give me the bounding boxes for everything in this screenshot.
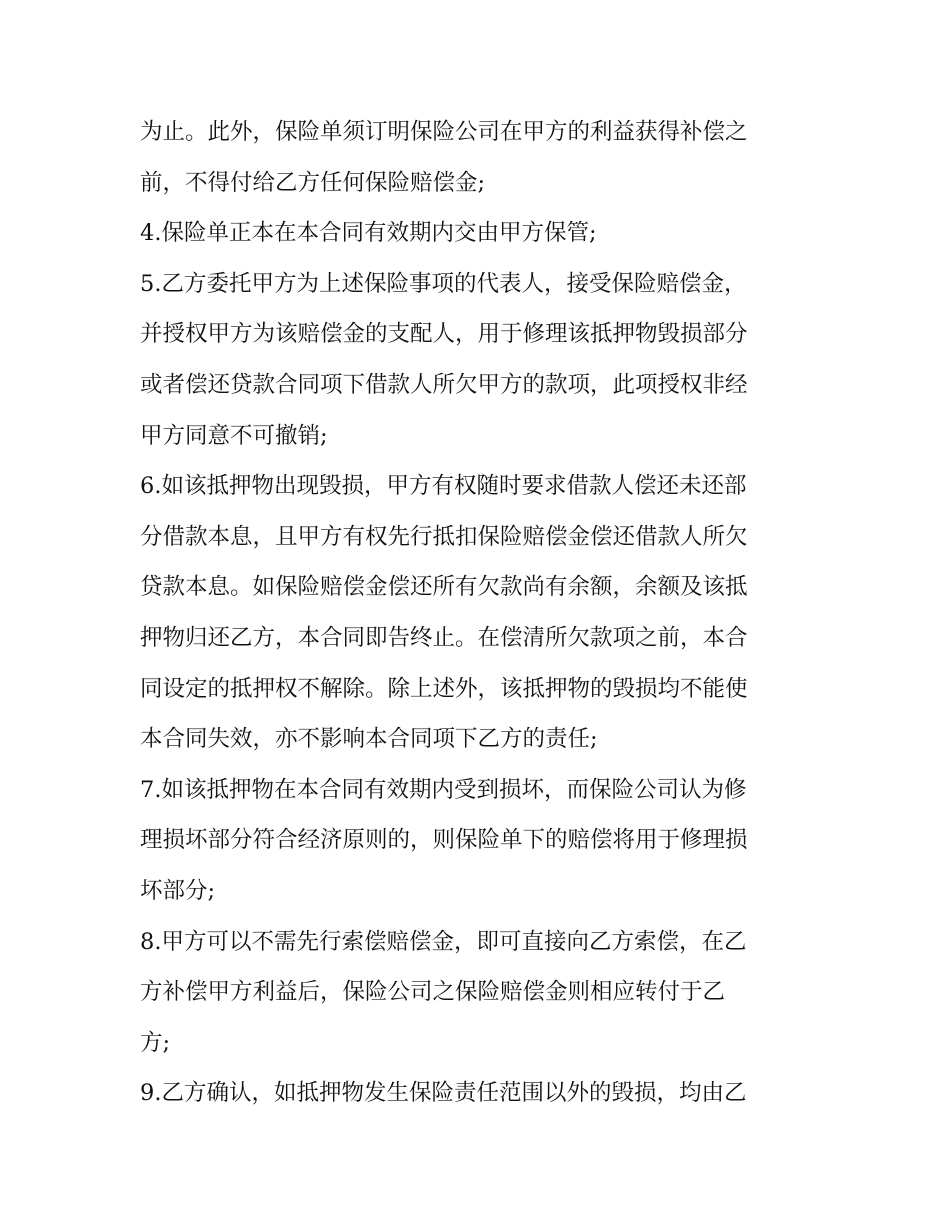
text-line: 6.如该抵押物出现毁损，甲方有权随时要求借款人偿还未还部 — [140, 473, 747, 500]
text-line: 并授权甲方为该赔偿金的支配人，用于修理该抵押物毁损部分 — [140, 321, 748, 348]
text-line: 方; — [140, 1029, 171, 1056]
text-line: 贷款本息。如保险赔偿金偿还所有欠款尚有余额，余额及该抵 — [140, 574, 748, 601]
text-line: 分借款本息，且甲方有权先行抵扣保险赔偿金偿还借款人所欠 — [140, 523, 748, 550]
text-line: 8.甲方可以不需先行索偿赔偿金，即可直接向乙方索偿，在乙 — [140, 928, 747, 955]
text-line: 理损坏部分符合经济原则的，则保险单下的赔偿将用于修理损 — [140, 827, 748, 854]
text-line: 甲方同意不可撤销; — [140, 422, 328, 449]
text-line: 押物归还乙方，本合同即告终止。在偿清所欠款项之前，本合 — [140, 624, 748, 651]
document-body — [140, 107, 820, 1119]
text-line: 坏部分; — [140, 877, 216, 904]
text-line: 前，不得付给乙方任何保险赔偿金; — [140, 169, 486, 196]
text-line: 同设定的抵押权不解除。除上述外，该抵押物的毁损均不能使 — [140, 675, 748, 702]
text-line: 方补偿甲方利益后，保险公司之保险赔偿金则相应转付于乙 — [140, 979, 726, 1006]
text-line: 或者偿还贷款合同项下借款人所欠甲方的款项，此项授权非经 — [140, 371, 748, 398]
text-line: 7.如该抵押物在本合同有效期内受到损坏，而保险公司认为修 — [140, 776, 747, 803]
text-line: 9.乙方确认，如抵押物发生保险责任范围以外的毁损，均由乙 — [140, 1080, 747, 1107]
text-line: 为止。此外，保险单须订明保险公司在甲方的利益获得补偿之 — [140, 119, 748, 145]
text-line: 5.乙方委托甲方为上述保险事项的代表人，接受保险赔偿金， — [140, 270, 747, 297]
text-line: 4.保险单正本在本合同有效期内交由甲方保管; — [140, 220, 597, 247]
text-line: 本合同失效，亦不影响本合同项下乙方的责任; — [140, 726, 598, 753]
